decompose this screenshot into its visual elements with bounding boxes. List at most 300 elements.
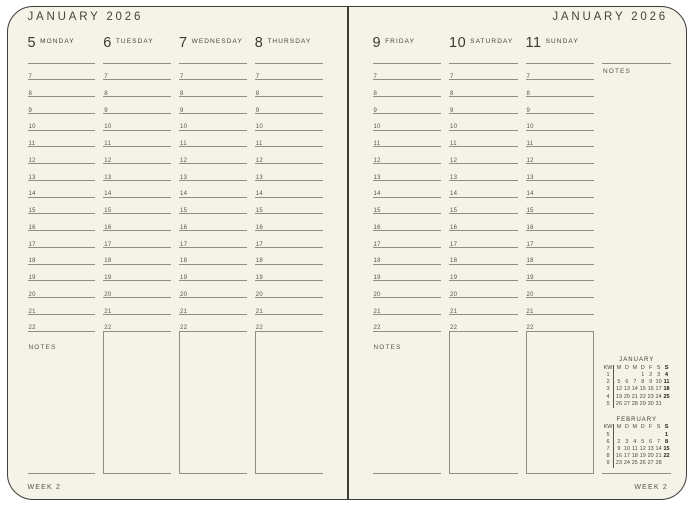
calendar-day: 7: [657, 438, 661, 445]
calendar-day: 13: [623, 386, 630, 393]
day-name: SUNDAY: [545, 38, 579, 45]
weekday-letter: S: [656, 424, 661, 431]
mini-calendar-week-row: [603, 401, 671, 408]
week-number: 8: [603, 453, 614, 460]
hour-label: 21: [526, 308, 534, 315]
calendar-day: 19: [615, 393, 623, 400]
week-number: 3: [603, 386, 614, 393]
calendar-day: 18: [631, 453, 638, 460]
day-name: SATURDAY: [470, 38, 514, 45]
hour-label: 9: [104, 107, 108, 114]
hour-row: [28, 146, 96, 163]
notes-area: [179, 331, 247, 474]
calendar-day: 25: [631, 460, 638, 467]
calendar-day: 12: [639, 445, 646, 452]
calendar-day: 24: [623, 460, 630, 467]
hour-label: 12: [526, 157, 534, 164]
hour-row: [28, 230, 96, 247]
week-number: 5: [603, 401, 614, 408]
day-header: [373, 30, 442, 63]
hour-row: [526, 197, 595, 214]
right-page-columns: [373, 30, 671, 474]
hour-row: [28, 113, 96, 130]
day-number: 9: [372, 34, 382, 51]
notes-area: [28, 331, 96, 474]
mini-calendar-weeks: [603, 432, 671, 468]
day-name: WEDNESDAY: [191, 38, 243, 45]
hour-row: [179, 230, 247, 247]
hour-row: [255, 146, 323, 163]
hour-row: [449, 213, 518, 230]
hour-row: [373, 63, 442, 80]
hour-label: 13: [526, 174, 534, 181]
calendar-day: 3: [625, 438, 629, 445]
hour-label: 13: [28, 174, 36, 181]
calendar-day: [615, 372, 623, 379]
calendar-day: [623, 372, 631, 379]
hour-row: [179, 280, 247, 297]
mini-calendar: [603, 417, 671, 468]
hour-row: [179, 180, 247, 197]
notes-column-body: [602, 63, 671, 474]
hour-row: [28, 63, 96, 80]
hour-label: 15: [526, 208, 534, 214]
hour-row: [103, 280, 171, 297]
weekday-letter: S: [664, 364, 669, 371]
calendar-day: 30: [647, 400, 654, 407]
calendar-day: 3: [657, 371, 661, 378]
hour-label: 10: [450, 124, 458, 131]
planner-spread: [7, 6, 687, 500]
hour-label: 15: [373, 208, 381, 214]
hour-row: [526, 213, 595, 230]
calendar-day: 5: [617, 379, 621, 386]
hour-row: [449, 146, 518, 163]
hour-row: [526, 180, 595, 197]
hour-row: [449, 247, 518, 264]
notes-area: [449, 331, 518, 474]
hour-label: 17: [526, 241, 534, 248]
hour-label: 8: [180, 90, 184, 97]
hour-label: 7: [373, 74, 378, 80]
hour-label: 16: [180, 224, 188, 231]
hour-label: 11: [28, 141, 36, 147]
hour-row: [373, 297, 442, 314]
week-number: 1: [603, 372, 614, 379]
calendar-day: 16: [615, 453, 623, 460]
hour-label: 22: [180, 325, 188, 332]
hour-label: 14: [180, 191, 188, 198]
hour-row: [103, 247, 171, 264]
hour-row: [449, 163, 518, 180]
calendar-day: 14: [655, 445, 662, 452]
hour-label: 18: [28, 258, 36, 265]
mini-calendar-header-row: [603, 424, 671, 431]
hour-label: 14: [104, 191, 112, 198]
hour-row: [526, 113, 595, 130]
calendar-day: 10: [623, 445, 630, 452]
mini-calendar-week-row: [603, 379, 671, 386]
mini-calendar-week-row: [603, 460, 671, 467]
hour-row: [179, 314, 247, 331]
hour-row: [255, 63, 323, 80]
hour-row: [373, 96, 442, 113]
hour-row: [255, 163, 323, 180]
calendar-day: 23: [647, 393, 654, 400]
calendar-day: 11: [663, 379, 670, 386]
calendar-day: [615, 432, 623, 439]
day-column: [255, 30, 323, 474]
hour-label: 9: [180, 107, 184, 114]
hour-label: 12: [180, 157, 188, 164]
hour-label: 16: [255, 224, 264, 231]
calendar-day: 6: [649, 438, 653, 445]
hour-label: 20: [526, 291, 534, 298]
hour-row: [449, 96, 518, 113]
hour-label: 19: [104, 275, 112, 281]
weekday-letter: D: [624, 364, 629, 371]
hour-label: 20: [450, 291, 458, 298]
hour-label: 22: [104, 325, 112, 332]
hour-row: [179, 197, 247, 214]
hour-row: [449, 197, 518, 214]
hour-label: 8: [104, 90, 108, 97]
hour-label: 12: [373, 157, 381, 164]
hour-label: 9: [28, 107, 33, 114]
hour-row: [103, 230, 171, 247]
calendar-day: 28: [655, 460, 662, 467]
hour-label: 12: [104, 157, 112, 164]
day-number: 5: [27, 34, 37, 51]
hour-label: 8: [450, 90, 454, 97]
hour-row: [179, 96, 247, 113]
calendar-day: 24: [655, 393, 662, 400]
hour-row: [103, 96, 171, 113]
hour-label: 10: [28, 124, 36, 131]
weekday-letter: D: [624, 424, 629, 431]
hour-row: [373, 113, 442, 130]
hour-row: [179, 213, 247, 230]
week-number: 4: [603, 394, 614, 401]
calendar-day: 7: [633, 379, 637, 386]
hour-row: [255, 264, 323, 281]
weekday-letter: S: [664, 424, 669, 431]
hour-label: 8: [255, 90, 260, 97]
hour-row: [255, 79, 323, 96]
hour-row: [255, 197, 323, 214]
hour-label: 15: [28, 208, 36, 214]
calendar-day: 21: [655, 453, 662, 460]
calendar-day: 25: [663, 393, 670, 400]
calendar-day: 19: [639, 453, 646, 460]
hour-row: [103, 197, 171, 214]
hour-row: [526, 96, 595, 113]
notes-area: [103, 331, 171, 474]
calendar-day: 10: [655, 379, 662, 386]
day-column: [526, 30, 595, 474]
hour-label: 19: [526, 275, 534, 281]
notes-column-header-spacer: [602, 30, 671, 63]
hour-label: 7: [104, 74, 108, 80]
hour-row: [28, 213, 96, 230]
calendar-day: 1: [664, 431, 669, 438]
weekday-letter: F: [648, 424, 653, 431]
hour-label: 18: [104, 258, 112, 265]
calendar-day: 15: [639, 386, 646, 393]
week-number: 5: [603, 432, 614, 439]
calendar-day: 28: [631, 400, 638, 407]
hour-row: [255, 96, 323, 113]
hour-label: 19: [28, 275, 36, 281]
hour-grid: [179, 63, 247, 331]
day-name: FRIDAY: [385, 38, 416, 45]
hour-row: [103, 314, 171, 331]
hour-row: [179, 247, 247, 264]
hour-label: 7: [180, 74, 184, 80]
hour-row: [373, 314, 442, 331]
day-header: [179, 30, 247, 63]
hour-label: 13: [450, 174, 458, 181]
day-name: THURSDAY: [267, 38, 312, 45]
mini-calendar-header-row: [603, 365, 671, 372]
notes-area: [373, 331, 442, 474]
hour-label: 14: [526, 191, 534, 198]
hour-row: [255, 113, 323, 130]
day-column: [179, 30, 247, 474]
hour-label: 20: [180, 291, 188, 298]
hour-row: [28, 79, 96, 96]
calendar-day: 27: [647, 460, 654, 467]
hour-row: [179, 63, 247, 80]
hour-row: [449, 230, 518, 247]
hour-label: 20: [255, 291, 264, 298]
hour-label: 19: [180, 275, 188, 281]
calendar-day: 31: [655, 400, 662, 407]
hour-label: 9: [526, 107, 531, 114]
hour-label: 21: [373, 308, 381, 315]
calendar-day: 8: [664, 438, 669, 445]
mini-calendar-week-row: [603, 439, 671, 446]
hour-row: [179, 79, 247, 96]
calendar-day: 5: [641, 438, 645, 445]
hour-row: [526, 230, 595, 247]
hour-row: [179, 130, 247, 147]
weekday-letter: M: [632, 364, 638, 371]
hour-label: 15: [104, 208, 112, 214]
day-column: [373, 30, 442, 474]
hour-row: [373, 79, 442, 96]
calendar-day: [639, 432, 647, 439]
hour-label: 10: [104, 124, 112, 131]
page-gutter-line: [347, 7, 350, 499]
hour-label: 18: [373, 258, 381, 265]
hour-label: 11: [450, 141, 457, 147]
weekday-letter: D: [640, 364, 645, 371]
hour-row: [103, 163, 171, 180]
calendar-day: 16: [647, 386, 654, 393]
calendar-day: 22: [639, 393, 646, 400]
calendar-day: 2: [649, 371, 653, 378]
hour-row: [526, 163, 595, 180]
hour-label: 8: [526, 90, 531, 97]
calendar-day: 4: [664, 371, 669, 378]
hour-row: [103, 180, 171, 197]
hour-row: [526, 130, 595, 147]
hour-label: 18: [450, 258, 458, 265]
hour-row: [255, 247, 323, 264]
hour-label: 19: [255, 275, 264, 281]
hour-label: 16: [450, 224, 458, 231]
hour-label: 11: [373, 141, 381, 147]
notes-column: [602, 30, 671, 474]
week-number: 2: [603, 379, 614, 386]
day-name: TUESDAY: [115, 38, 154, 45]
hour-row: [526, 264, 595, 281]
calendar-day: 17: [655, 386, 662, 393]
hour-grid: [526, 63, 595, 331]
hour-label: 19: [450, 275, 458, 281]
hour-label: 22: [526, 325, 534, 332]
hour-row: [255, 130, 323, 147]
hour-label: 7: [28, 74, 33, 80]
weekday-letter: F: [648, 364, 653, 371]
hour-row: [449, 79, 518, 96]
left-page-day-columns: [28, 30, 323, 474]
hour-grid: [373, 63, 442, 331]
hour-row: [526, 146, 595, 163]
hour-row: [449, 180, 518, 197]
hour-row: [28, 264, 96, 281]
hour-label: 19: [373, 275, 381, 281]
notes-label: NOTES: [603, 67, 631, 75]
hour-label: 18: [180, 258, 188, 265]
hour-row: [526, 297, 595, 314]
hour-grid: [449, 63, 518, 331]
calendar-day: 13: [647, 445, 654, 452]
calendar-day: 12: [615, 386, 623, 393]
notes-area: [526, 331, 595, 474]
hour-label: 15: [450, 208, 458, 214]
hour-row: [179, 297, 247, 314]
calendar-day: [663, 460, 671, 467]
hour-label: 16: [28, 224, 36, 231]
hour-row: [103, 213, 171, 230]
page-title-right: JANUARY 2026: [552, 11, 668, 23]
hour-row: [373, 197, 442, 214]
hour-row: [255, 314, 323, 331]
calendar-day: 1: [641, 371, 645, 378]
mini-calendars: [603, 357, 671, 467]
hour-label: 11: [526, 141, 534, 147]
calendar-day: 15: [663, 445, 670, 452]
calendar-day: 8: [641, 379, 645, 386]
calendar-day: 21: [631, 393, 638, 400]
hour-row: [179, 163, 247, 180]
hour-label: 18: [526, 258, 534, 265]
week-number: 9: [603, 460, 614, 467]
hour-label: 16: [373, 224, 381, 231]
hour-label: 22: [373, 325, 381, 332]
day-number: 10: [449, 34, 467, 51]
hour-row: [255, 230, 323, 247]
weekday-letter: D: [640, 424, 645, 431]
mini-calendar-weeks: [603, 372, 671, 408]
mini-calendar-week-row: [603, 446, 671, 453]
hour-label: 8: [28, 90, 33, 97]
hour-label: 22: [450, 325, 458, 332]
hour-label: 21: [28, 308, 36, 315]
hour-label: 7: [450, 74, 454, 80]
hour-row: [103, 79, 171, 96]
hour-row: [449, 130, 518, 147]
calendar-day: [663, 401, 671, 408]
day-name: MONDAY: [40, 38, 75, 45]
day-header: [449, 30, 518, 63]
hour-row: [103, 264, 171, 281]
hour-label: 17: [28, 241, 36, 248]
hour-row: [373, 213, 442, 230]
week-label-right: WEEK 2: [634, 484, 668, 491]
hour-row: [255, 297, 323, 314]
hour-row: [449, 63, 518, 80]
hour-row: [255, 280, 323, 297]
hour-row: [28, 247, 96, 264]
hour-row: [373, 264, 442, 281]
weekday-letter: M: [632, 424, 638, 431]
hour-label: 21: [255, 308, 264, 315]
hour-row: [449, 297, 518, 314]
hour-label: 13: [373, 174, 381, 181]
hour-row: [373, 146, 442, 163]
hour-label: 22: [28, 325, 36, 332]
day-column: [28, 30, 96, 474]
hour-label: 13: [255, 174, 264, 181]
hour-row: [373, 130, 442, 147]
hour-label: 21: [104, 308, 112, 315]
page-title-left: JANUARY 2026: [27, 11, 144, 23]
notes-area: [255, 331, 323, 474]
hour-label: 12: [255, 157, 264, 164]
hour-row: [449, 264, 518, 281]
hour-label: 17: [373, 241, 381, 248]
hour-label: 10: [373, 124, 381, 131]
calendar-day: [647, 432, 655, 439]
hour-row: [103, 63, 171, 80]
hour-label: 10: [180, 124, 188, 131]
calendar-day: 20: [647, 453, 654, 460]
hour-row: [28, 280, 96, 297]
day-number: 7: [179, 34, 188, 51]
hour-label: 21: [180, 308, 188, 315]
hour-label: 7: [255, 74, 260, 80]
hour-row: [526, 63, 595, 80]
mini-calendar-week-row: [603, 432, 671, 439]
hour-label: 17: [180, 241, 188, 248]
hour-row: [526, 247, 595, 264]
calendar-day: 18: [663, 386, 670, 393]
mini-calendar-title: FEBRUARY: [616, 416, 658, 423]
hour-label: 16: [526, 224, 534, 231]
weekday-letter: M: [616, 424, 622, 431]
calendar-day: 4: [633, 438, 637, 445]
hour-row: [179, 264, 247, 281]
hour-label: 14: [28, 191, 36, 198]
hour-row: [179, 113, 247, 130]
hour-row: [373, 230, 442, 247]
hour-row: [526, 280, 595, 297]
hour-row: [28, 130, 96, 147]
weekday-letter: M: [616, 364, 622, 371]
